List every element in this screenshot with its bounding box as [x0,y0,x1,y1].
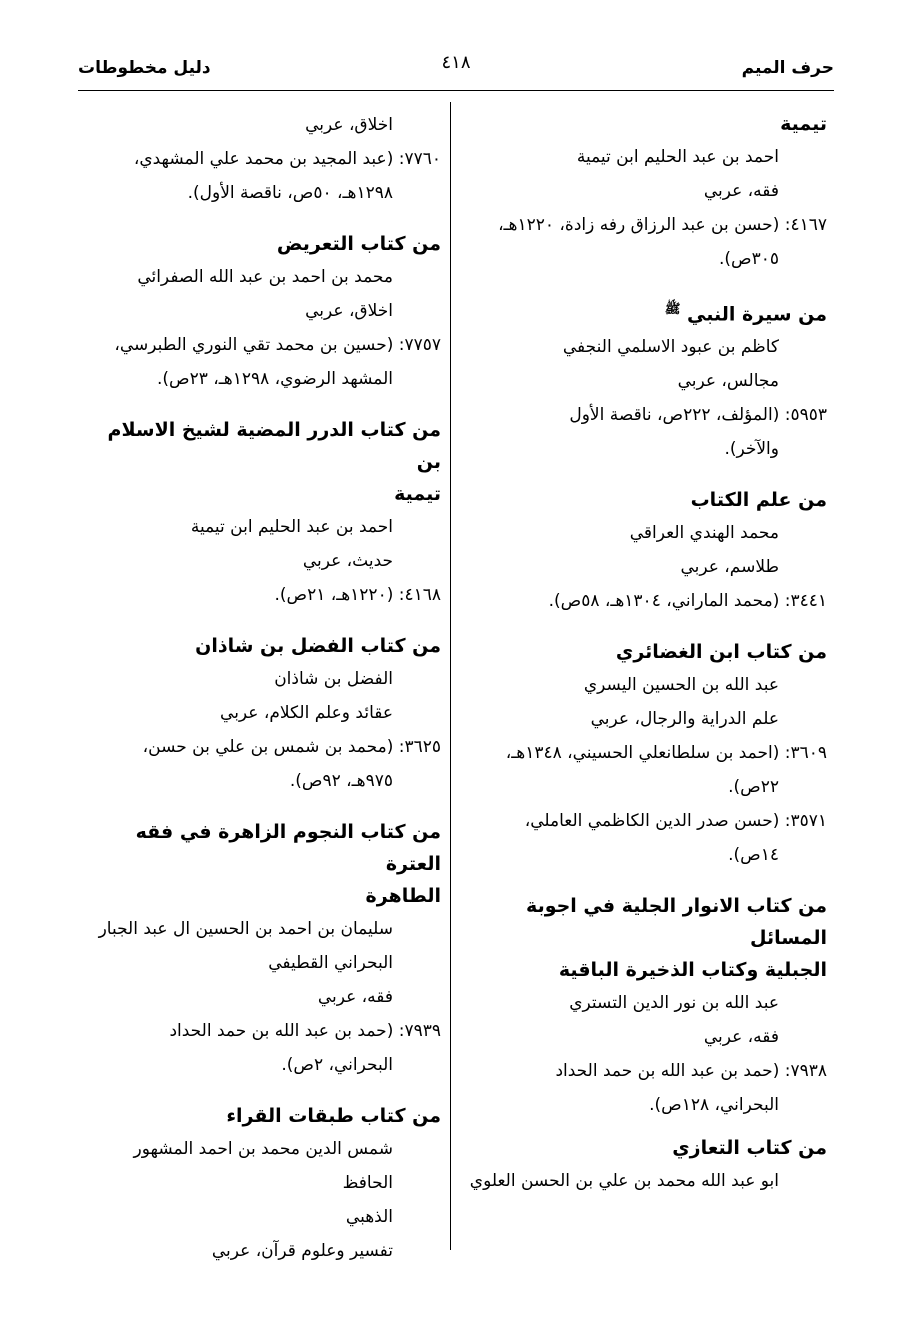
manuscript-record-cont: ٢٢ص). [728,777,779,798]
section-title: حرف الميم [741,58,834,78]
entry-author: احمد بن عبد الحليم ابن تيمية [576,147,779,167]
entry-author-cont: الذهبي [345,1207,393,1227]
entry-author: سليمان بن احمد بن الحسين ال عبد الجبار [98,919,393,939]
manuscript-record-cont: ١٢٩٨هـ، ٥٠ص، ناقصة الأول). [187,183,393,203]
entry-author: كاظم بن عبود الاسلمي النجفي [562,337,779,358]
entry-title: من كتاب النجوم الزاهرة في فقه العترة [135,821,441,875]
entry-title-cont: تيمية [394,483,441,505]
manuscript-record: ٣٤٤١: (محمد الماراني، ١٣٠٤هـ، ٥٨ص). [548,591,827,612]
entry-author: عبد الله بن نور الدين التستري [569,993,779,1014]
manuscript-record: ٧٩٣٩: (حمد بن عبد الله بن حمد الحداد [169,1021,441,1041]
entry-subject: مجالس، عربي [677,371,779,392]
column-divider [450,102,451,1250]
entry-author: الفضل بن شاذان [274,669,393,689]
entry-title: من كتاب التعازي [672,1137,827,1160]
entry-subject: حديث، عربي [302,551,393,571]
entry-subject: طلاسم، عربي [680,557,779,578]
manuscript-record: ٧٧٥٧: (حسين بن محمد تقي النوري الطبرسي، [114,335,441,355]
entry-title: من كتاب الفضل بن شاذان [195,635,441,657]
entry-subject: علم الدراية والرجال، عربي [590,709,779,730]
page-number: ٤١٨ [441,52,471,73]
entry-subject: فقه، عربي [703,1027,779,1048]
manuscript-record: ٥٩٥٣: (المؤلف، ٢٢٢ص، ناقصة الأول [569,405,827,426]
honorific-glyph: ﷺ [664,302,681,317]
header-rule [78,90,834,91]
book-title: دليل مخطوطات [78,58,211,78]
manuscript-record: ٤١٦٧: (حسن بن عبد الرزاق رفه زادة، ١٢٢٠هـ، [498,215,827,235]
entry-title: من علم الكتاب [690,489,827,512]
entry-subject: اخلاق، عربي [305,301,393,321]
entry-title-continued: تيمية [780,113,827,135]
entry-subject: فقه، عربي [317,987,393,1007]
entry-title-cont: الطاهرة [365,885,441,907]
entry-author: عبد الله بن الحسين اليسري [583,675,779,696]
entry-title: من كتاب التعريض [276,233,441,255]
manuscript-record-cont: ١٤ص). [728,845,779,866]
entry-author: شمس الدين محمد بن احمد المشهور الحافظ [133,1139,393,1193]
manuscript-record-cont: ٣٠٥ص). [719,249,779,269]
page-header [78,52,834,86]
right-column [467,108,827,1198]
manuscript-record: ٣٦٠٩: (احمد بن سلطانعلي الحسيني، ١٣٤٨هـ، [505,743,827,764]
entry-title: من كتاب الدرر المضية لشيخ الاسلام بن [107,419,441,473]
entry-subject: فقه، عربي [703,181,779,201]
entry-subject: تفسير وعلوم قرآن، عربي [211,1241,393,1261]
manuscript-record: ٣٥٧١: (حسن صدر الدين الكاظمي العاملي، [524,811,827,832]
entry-author: احمد بن عبد الحليم ابن تيمية [190,517,393,537]
entry-title: من كتاب الانوار الجلية في اجوبة المسائل [526,895,827,950]
entry-subject: عقائد وعلم الكلام، عربي [220,703,393,723]
entry-author: محمد الهندي العراقي [629,523,779,544]
manuscript-record-cont: ٩٧٥هـ، ٩٢ص). [289,771,393,791]
entry-subject: اخلاق، عربي [305,115,393,135]
manuscript-record: ٤١٦٨: (١٢٢٠هـ، ٢١ص). [274,585,441,605]
manuscript-record-cont: المشهد الرضوي، ١٢٩٨هـ، ٢٣ص). [157,369,393,389]
entry-title: من كتاب طبقات القراء [226,1105,441,1127]
entry-author: ابو عبد الله محمد بن علي بن الحسن العلوي [469,1171,779,1192]
manuscript-record: ٣٦٢٥: (محمد بن شمس بن علي بن حسن، [142,737,441,757]
entry-author: محمد بن احمد بن عبد الله الصفرائي [137,267,393,287]
manuscript-record-cont: البحراني، ١٢٨ص). [649,1095,779,1116]
entry-title: من كتاب ابن الغضائري [615,641,827,664]
manuscript-record: ٧٩٣٨: (حمد بن عبد الله بن حمد الحداد [555,1061,827,1082]
left-column [81,108,441,1268]
manuscript-record-cont: والآخر). [724,439,779,460]
entry-author-cont: البحراني القطيفي [268,953,393,973]
entry-title [467,294,827,330]
entry-title-cont: الجبلية وكتاب الذخيرة الباقية [558,959,827,982]
manuscript-record-cont: البحراني، ٢ص). [281,1055,393,1075]
manuscript-record: ٧٧٦٠: (عبد المجيد بن محمد علي المشهدي، [133,149,441,169]
entry-title-text: من سيرة النبي [687,303,827,326]
